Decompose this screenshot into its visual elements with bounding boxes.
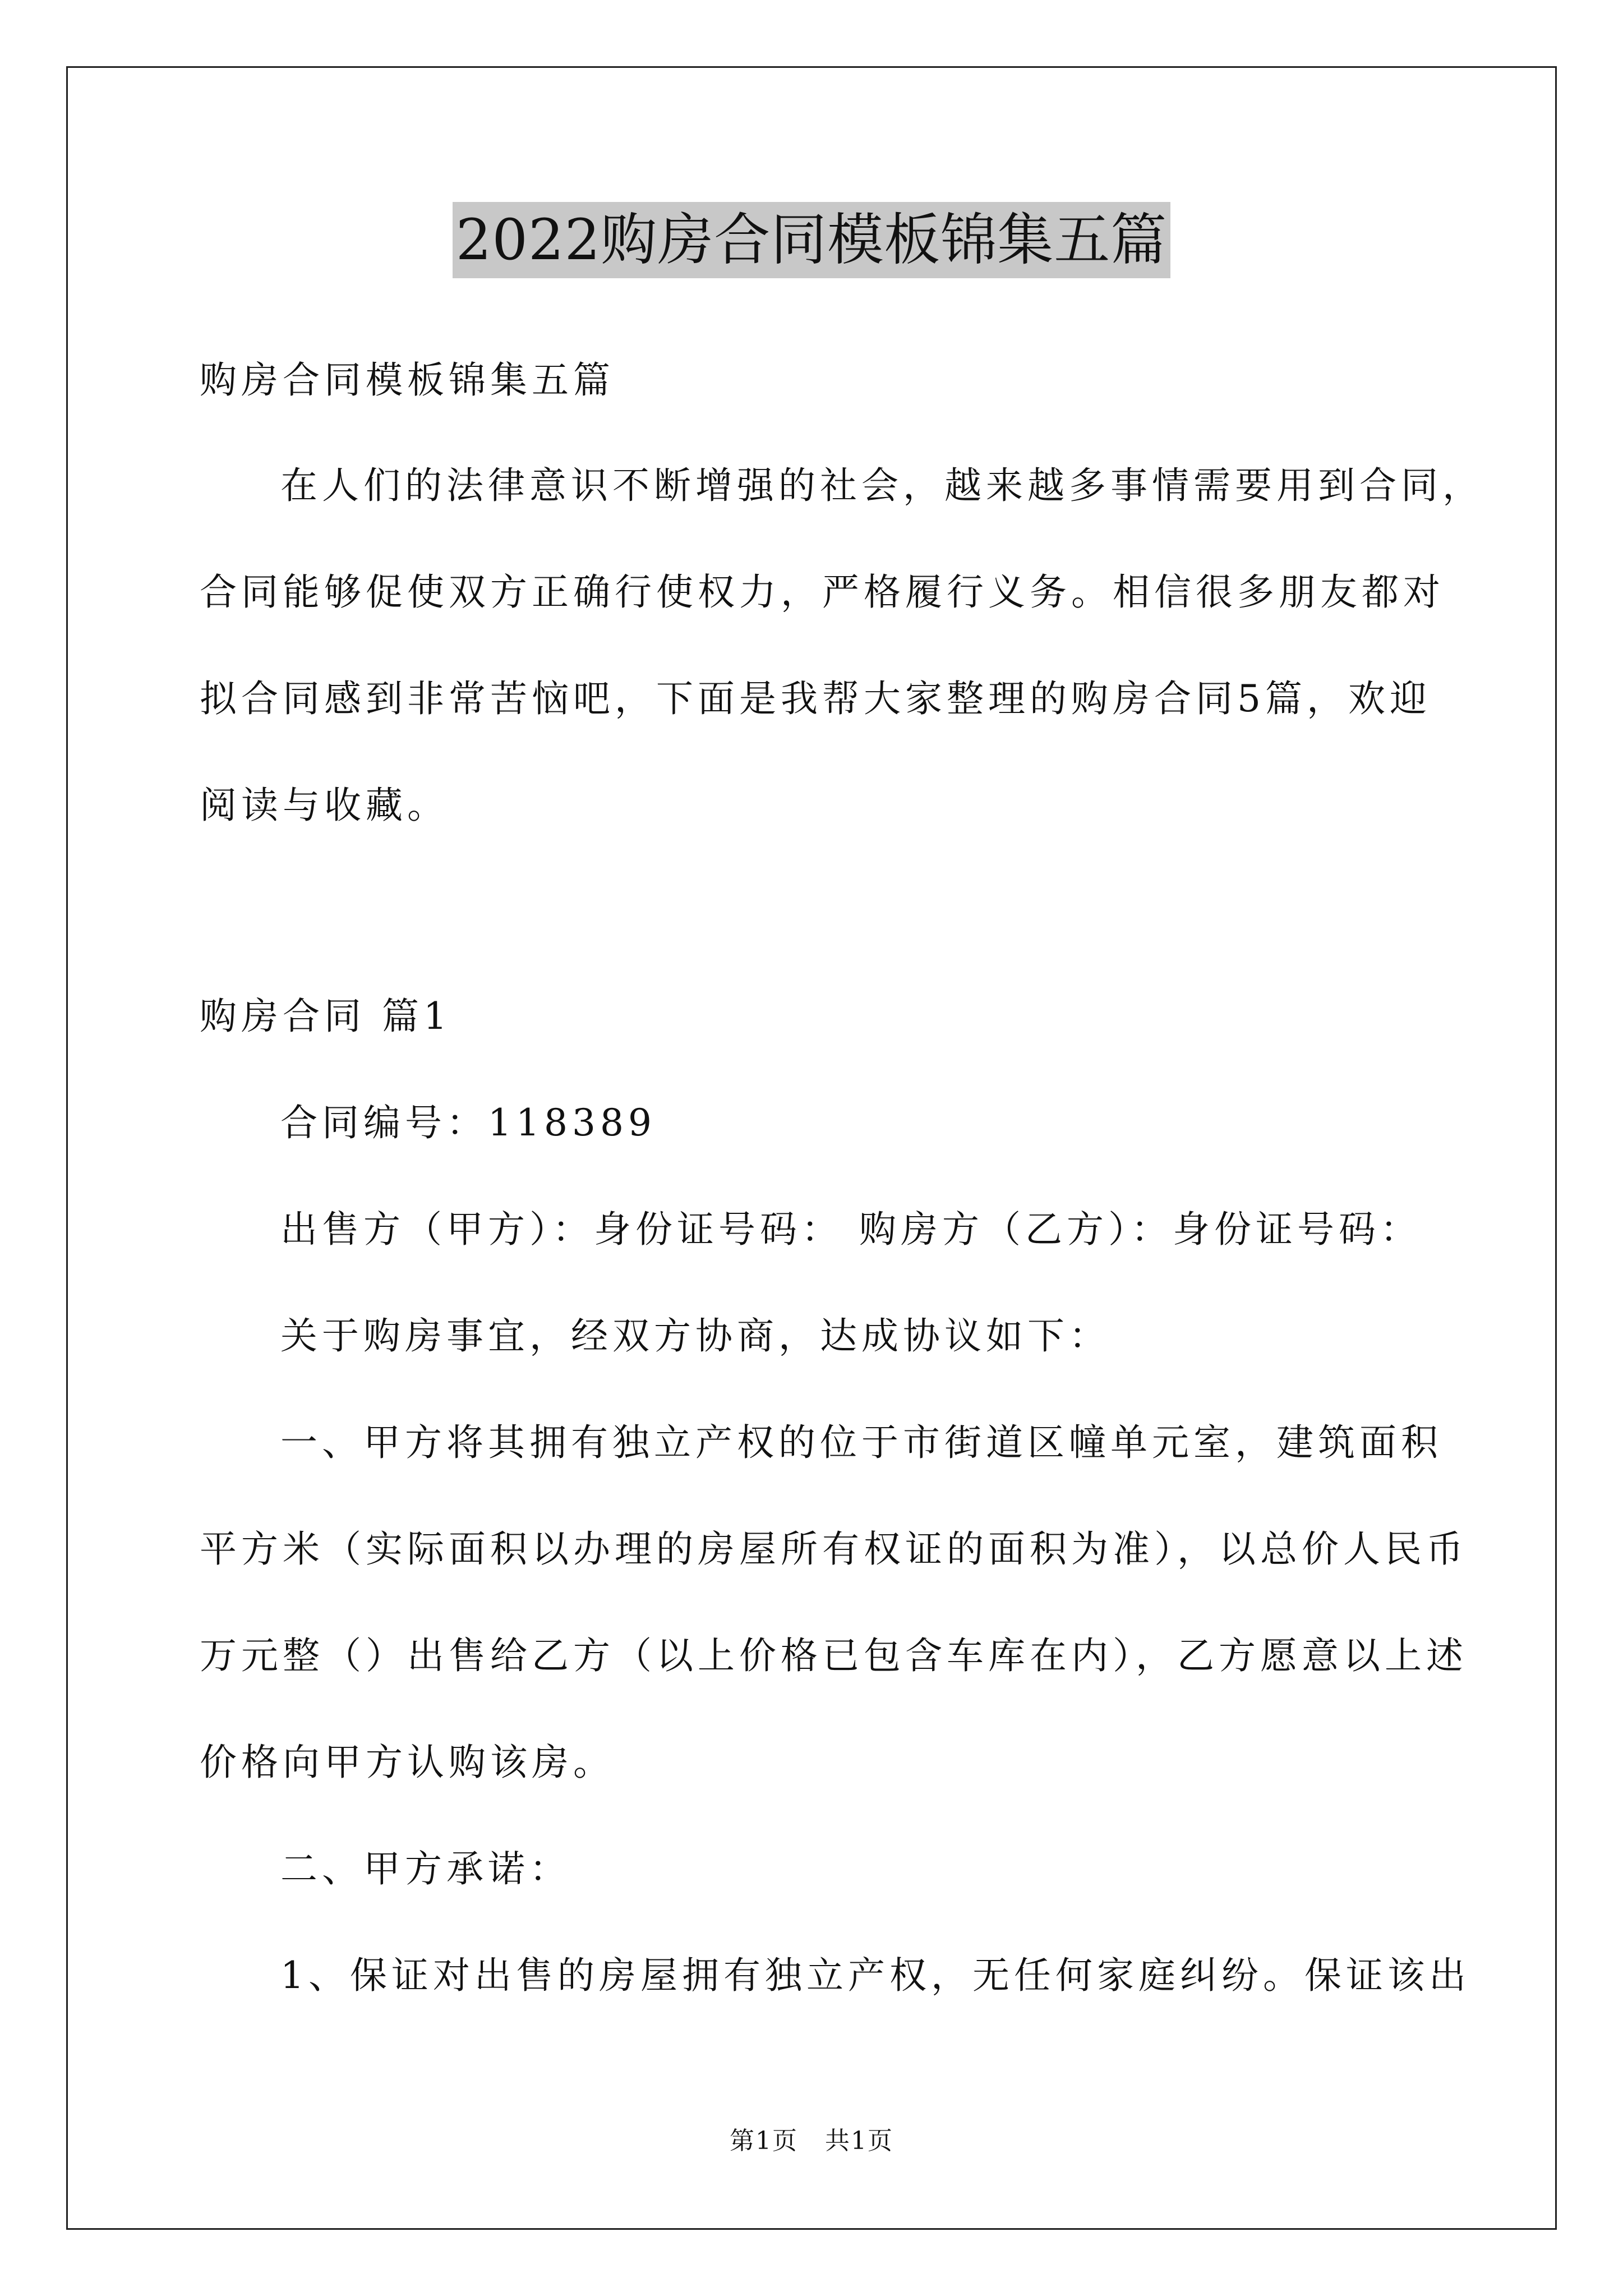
clause-line: 平方米（实际面积以办理的房屋所有权证的面积为准），以总价人民币 (200, 1527, 1468, 1571)
document-subtitle: 购房合同模板锦集五篇 (200, 358, 615, 402)
clause-line: 一、甲方将其拥有独立产权的位于市街道区幢单元室，建筑面积 (280, 1421, 1442, 1464)
parties-line: 出售方（甲方）：身份证号码： 购房方（乙方）：身份证号码： (280, 1208, 1422, 1251)
document-title: 2022购房合同模板锦集五篇 (453, 202, 1171, 278)
page-indicator: 第1页 共1页 (730, 2127, 893, 2155)
clause-line: 价格向甲方认购该房。 (200, 1741, 615, 1784)
intro-line: 合同能够促使双方正确行使权力，严格履行义务。相信很多朋友都对 (200, 570, 1445, 614)
clause-two-item: 1、保证对出售的房屋拥有独立产权，无任何家庭纠纷。保证该出 (280, 1954, 1470, 1997)
intro-line: 在人们的法律意识不断增强的社会，越来越多事情需要用到合同， (280, 464, 1484, 507)
contract-number: 合同编号：118389 (280, 1101, 656, 1144)
title-container (0, 202, 1623, 278)
intro-line: 阅读与收藏。 (200, 784, 449, 827)
intro-line: 拟合同感到非常苦恼吧，下面是我帮大家整理的购房合同5篇，欢迎 (200, 677, 1431, 720)
clause-line: 万元整（）出售给乙方（以上价格已包含车库在内），乙方愿意以上述 (200, 1634, 1468, 1677)
section-heading: 购房合同 篇1 (200, 995, 451, 1038)
clause-two-heading: 二、甲方承诺： (280, 1847, 571, 1890)
agreement-intro: 关于购房事宜，经双方协商，达成协议如下： (280, 1314, 1110, 1358)
